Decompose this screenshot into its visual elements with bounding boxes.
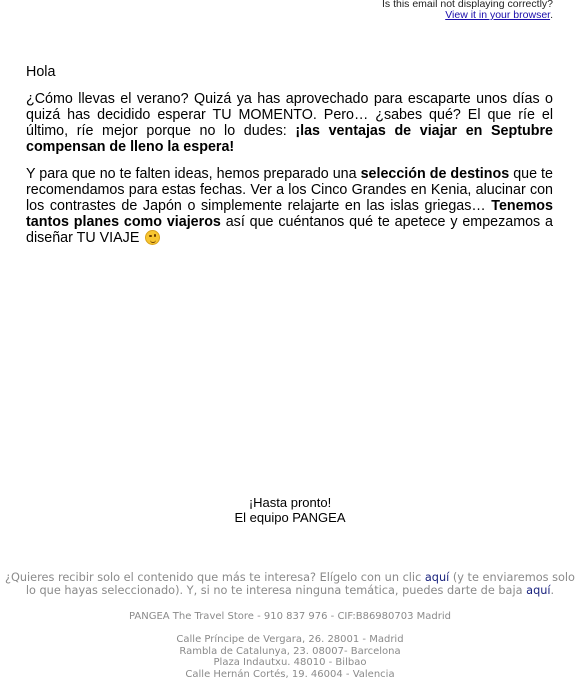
signoff-line-1: ¡Hasta pronto! [248, 495, 332, 510]
signoff [0, 495, 580, 525]
dest-text-1: Y para que no te falten ideas, hemos preparado una [26, 166, 361, 182]
prefs-text-3: . [550, 584, 555, 597]
dest-highlight-1: selección de destinos [360, 166, 510, 182]
intro-highlight: ¡las ventajas de viajar en Septubre compensan de lleno la espera! [26, 123, 553, 155]
view-in-browser-link[interactable]: View it in your browser [445, 9, 551, 21]
footer-preferences [0, 571, 580, 597]
paragraph-intro [26, 91, 553, 155]
address-barcelona: Rambla de Catalunya, 23. 08007- Barcelona [179, 645, 401, 657]
signoff-line-2: El equipo PANGEA [234, 510, 346, 525]
footer-company: PANGEA The Travel Store - 910 837 976 - CIF:B86980703 Madrid [128, 611, 452, 622]
address-bilbao: Plaza Indautxu. 48010 - Bilbao [213, 657, 367, 668]
prefs-text-1: ¿Quieres recibir solo el contenido que más te interesa? Elígelo con un clic [5, 571, 425, 584]
intro-text: ¿Cómo llevas el verano? Quizá ya has aprovechado para escaparte unos días o quizá has decidido esperar TU MOMENTO. Pero… ¿sabes qué? El que ríe el último, ríe mejor porque no lo dudes: [26, 91, 553, 139]
preheader [382, 0, 553, 21]
dest-highlight-2: Tenemos tantos planes como viajeros [26, 198, 553, 230]
dest-text-2: que te recomendamos para estas fechas. Ver a los Cinco Grandes en Kenia, alucinar con los contrastes de Japón o simplemente relajarte en las islas griegas… [26, 166, 553, 214]
preferences-link[interactable]: aquí [424, 571, 450, 584]
dest-text-3: así que cuéntanos qué te apetece y empezamos a diseñar TU VIAJE [26, 214, 553, 246]
preheader-suffix: . [550, 9, 553, 21]
greeting: Hola [26, 64, 56, 80]
email-body [26, 64, 553, 246]
footer-addresses [0, 634, 580, 680]
preheader-link-line [382, 10, 553, 21]
wink-face-icon [145, 230, 160, 245]
address-madrid: Calle Príncipe de Vergara, 26. 28001 - Madrid [176, 634, 404, 645]
prefs-text-2: (y te enviaremos solo lo que hayas seleccionado). Y, si no te interesa ninguna temática, puedes darte de baja [25, 571, 575, 597]
preheader-text: Is this email not displaying correctly? [382, 0, 553, 10]
address-valencia: Calle Hernán Cortés, 19. 46004 - Valencia [185, 668, 395, 680]
unsubscribe-link[interactable]: aquí [526, 584, 551, 597]
paragraph-destinations [26, 166, 553, 246]
